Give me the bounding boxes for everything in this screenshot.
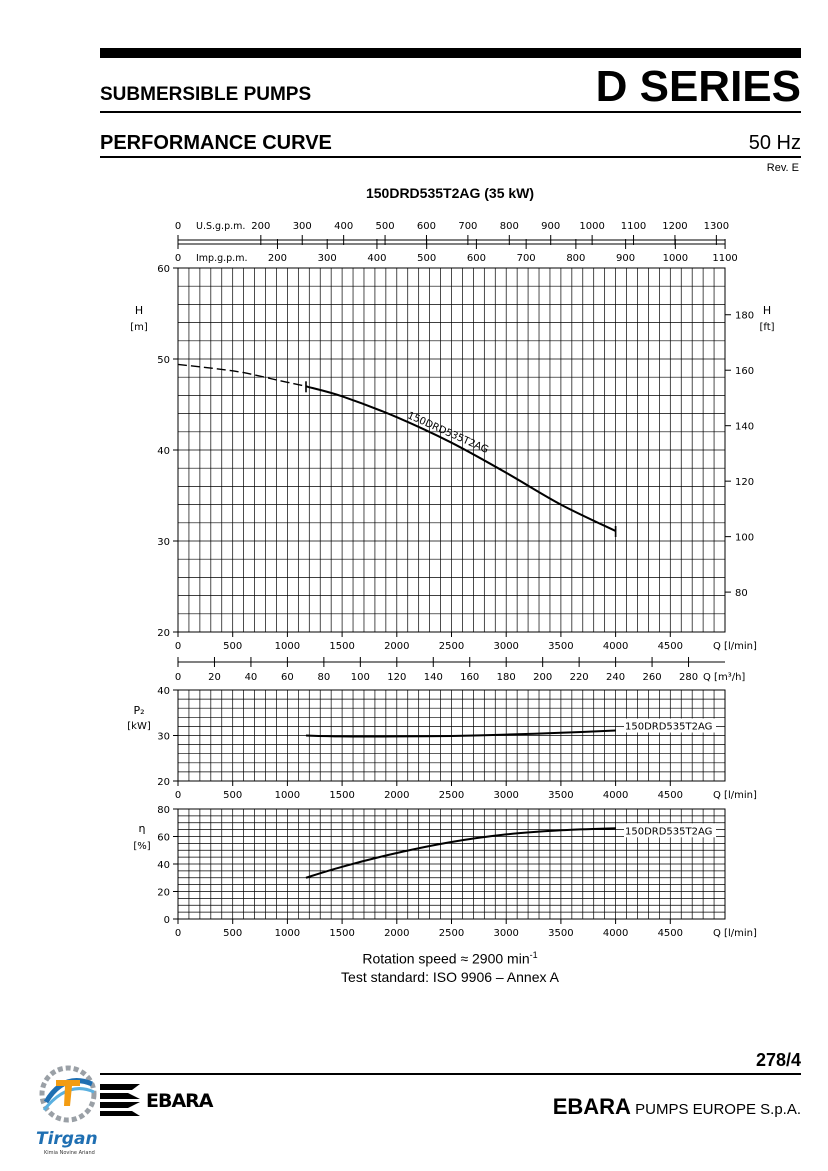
y-tick-label: 40 [157, 860, 170, 871]
axes-layer [173, 235, 731, 924]
x-axis-label: Q [l/min] [713, 790, 757, 801]
y-tick-label: 80 [157, 805, 170, 816]
frequency-label: 50 Hz [748, 132, 801, 154]
x-tick-label: 3000 [493, 790, 519, 801]
m3h-tick-label: 40 [244, 672, 258, 683]
x-axis-label: Q [l/min] [713, 641, 757, 652]
chart-title: 150DRD535T2AG (35 kW) [365, 185, 535, 201]
x-tick-label: 3500 [548, 928, 574, 939]
p2-axis-label: P₂ [133, 704, 145, 717]
ebara-logo-text: EBARA [146, 1090, 213, 1112]
m3h-tick-label: 160 [460, 672, 480, 683]
x-tick-label: 1000 [274, 790, 301, 801]
page-number: 278/4 [755, 1050, 801, 1070]
y-tick-label: 60 [157, 264, 170, 275]
usgpm-axis-label: 500 [375, 221, 395, 232]
p2-axis-unit: [kW] [127, 721, 151, 732]
usgpm-axis-label: 600 [416, 221, 437, 232]
usgpm-axis-title: U.S.g.p.m. [196, 221, 246, 232]
impgpm-axis-label: 500 [417, 253, 437, 264]
usgpm-axis-label: 1000 [579, 221, 605, 232]
x-tick-label: 2000 [384, 928, 410, 939]
usgpm-axis-label: 800 [499, 221, 519, 232]
m3h-tick-label: 260 [642, 672, 662, 683]
series-title: D SERIES [595, 62, 801, 111]
m3h-tick-label: 180 [496, 672, 516, 683]
m3h-axis-label: Q [m³/h] [703, 672, 746, 683]
impgpm-axis-label: 1100 [712, 253, 738, 264]
y-tick-label: 20 [157, 887, 170, 899]
y-axis-label-unit: [m] [130, 322, 148, 333]
ft-tick-label: 180 [735, 310, 755, 322]
logo-subtext: Kimia Novine Ariand [44, 1150, 95, 1156]
y-tick-label: 50 [157, 355, 170, 366]
rotation-speed: Rotation speed ≈ 2900 $\min^{-1}$ [362, 950, 538, 967]
company-name: EBARA PUMPS EUROPE S.p.A. [552, 1094, 801, 1119]
test-standard: Test standard: ISO 9906 – Annex A [341, 969, 559, 985]
y-tick-label: 40 [157, 686, 170, 697]
impgpm-axis-label: 600 [466, 253, 486, 264]
x-tick-label: 4000 [602, 641, 629, 652]
usgpm-axis-label: 700 [458, 221, 478, 232]
usgpm-axis-label: 0 [174, 221, 182, 232]
m3h-tick-label: 100 [350, 672, 370, 683]
m3h-tick-label: 80 [317, 672, 331, 683]
logo-text: Tirgan [36, 1129, 98, 1149]
usgpm-axis-label: 1100 [620, 221, 647, 232]
y-axis-label-h-right: H [762, 304, 772, 317]
x-tick-label: 2000 [384, 641, 410, 652]
category-title: SUBMERSIBLE PUMPS [100, 84, 312, 105]
power-curve-label: 150DRD535T2AG [625, 721, 713, 733]
ebara-logo-mark [100, 1084, 144, 1116]
x-tick-label: 2500 [438, 790, 465, 801]
y-tick-label: 30 [157, 731, 170, 743]
x-tick-label: 4500 [657, 928, 684, 939]
m3h-tick-label: 200 [533, 672, 553, 683]
y-axis-label-h: H [134, 304, 144, 317]
usgpm-axis-label: 1300 [703, 221, 730, 232]
y-tick-label: 0 [163, 915, 170, 926]
impgpm-axis-label: 400 [367, 253, 387, 264]
efficiency-curve [306, 828, 616, 877]
m3h-tick-label: 240 [606, 672, 626, 683]
usgpm-axis-label: 200 [251, 221, 271, 232]
m3h-tick-label: 220 [569, 672, 589, 683]
x-tick-label: 3500 [548, 790, 574, 801]
y-tick-label: 20 [157, 777, 170, 788]
revision-label: Rev. E [766, 162, 799, 174]
ft-tick-label: 100 [735, 532, 755, 544]
x-tick-label: 1000 [274, 928, 301, 939]
x-tick-label: 4500 [657, 790, 684, 801]
y-axis-label-unit-right: [ft] [759, 322, 775, 333]
tirgan-logo [34, 1062, 104, 1158]
x-tick-label: 1500 [329, 928, 355, 939]
eta-axis-label: η [138, 822, 146, 835]
usgpm-axis-label: 1200 [662, 221, 688, 232]
usgpm-axis-label: 300 [292, 221, 312, 232]
x-tick-label: 4500 [657, 641, 684, 652]
ft-tick-label: 80 [735, 588, 748, 600]
x-tick-label: 500 [223, 790, 243, 801]
head-curve-label: 150DRD535T2AG [405, 410, 490, 456]
ft-tick-label: 140 [735, 421, 755, 433]
x-tick-label: 500 [223, 928, 243, 939]
impgpm-axis-label: 800 [566, 253, 586, 264]
m3h-tick-label: 120 [387, 672, 407, 683]
x-tick-label: 1000 [274, 641, 301, 652]
impgpm-axis-label: 900 [616, 253, 636, 264]
x-tick-label: 2500 [438, 641, 465, 652]
x-tick-label: 0 [174, 790, 182, 801]
x-tick-label: 500 [223, 641, 243, 652]
impgpm-axis-label: 300 [317, 253, 337, 264]
x-tick-label: 4000 [602, 928, 629, 939]
impgpm-axis-label: 200 [267, 253, 288, 264]
x-tick-label: 1500 [329, 641, 355, 652]
m3h-tick-label: 60 [281, 672, 294, 683]
eta-axis-unit: [%] [133, 841, 151, 852]
head-curve [306, 386, 616, 531]
ft-tick-label: 160 [735, 366, 755, 378]
section-title: PERFORMANCE CURVE [100, 132, 332, 154]
tick-labels [127, 221, 774, 939]
x-tick-label: 0 [174, 928, 182, 939]
impgpm-axis-label: 700 [516, 253, 536, 264]
usgpm-axis-label: 400 [334, 221, 354, 232]
x-tick-label: 3000 [493, 641, 519, 652]
head-curve-dashed [178, 364, 306, 386]
x-tick-label: 4000 [602, 790, 629, 801]
x-tick-label: 2000 [384, 790, 410, 801]
m3h-tick-label: 280 [678, 672, 699, 683]
efficiency-curve-label: 150DRD535T2AG [625, 826, 713, 838]
x-tick-label: 3500 [548, 641, 574, 652]
m3h-tick-label: 20 [208, 672, 221, 683]
footer-rule [100, 1073, 801, 1075]
y-tick-label: 20 [157, 628, 170, 639]
m3h-tick-label: 140 [423, 672, 443, 683]
x-tick-label: 1500 [329, 790, 355, 801]
grid-layer [178, 268, 725, 919]
ft-tick-label: 120 [735, 477, 755, 489]
x-tick-label: 0 [174, 641, 182, 652]
impgpm-axis-label: 0 [174, 253, 182, 264]
x-tick-label: 3000 [493, 928, 519, 939]
y-tick-label: 40 [157, 446, 170, 457]
impgpm-axis-label: 1000 [662, 253, 689, 264]
usgpm-axis-label: 900 [541, 221, 561, 232]
y-tick-label: 60 [157, 832, 170, 844]
y-tick-label: 30 [157, 537, 170, 548]
impgpm-axis-title: Imp.g.p.m. [196, 253, 248, 264]
x-tick-label: 2500 [438, 928, 465, 939]
m3h-tick-label: 0 [174, 672, 182, 683]
x-axis-label: Q [l/min] [713, 928, 757, 939]
